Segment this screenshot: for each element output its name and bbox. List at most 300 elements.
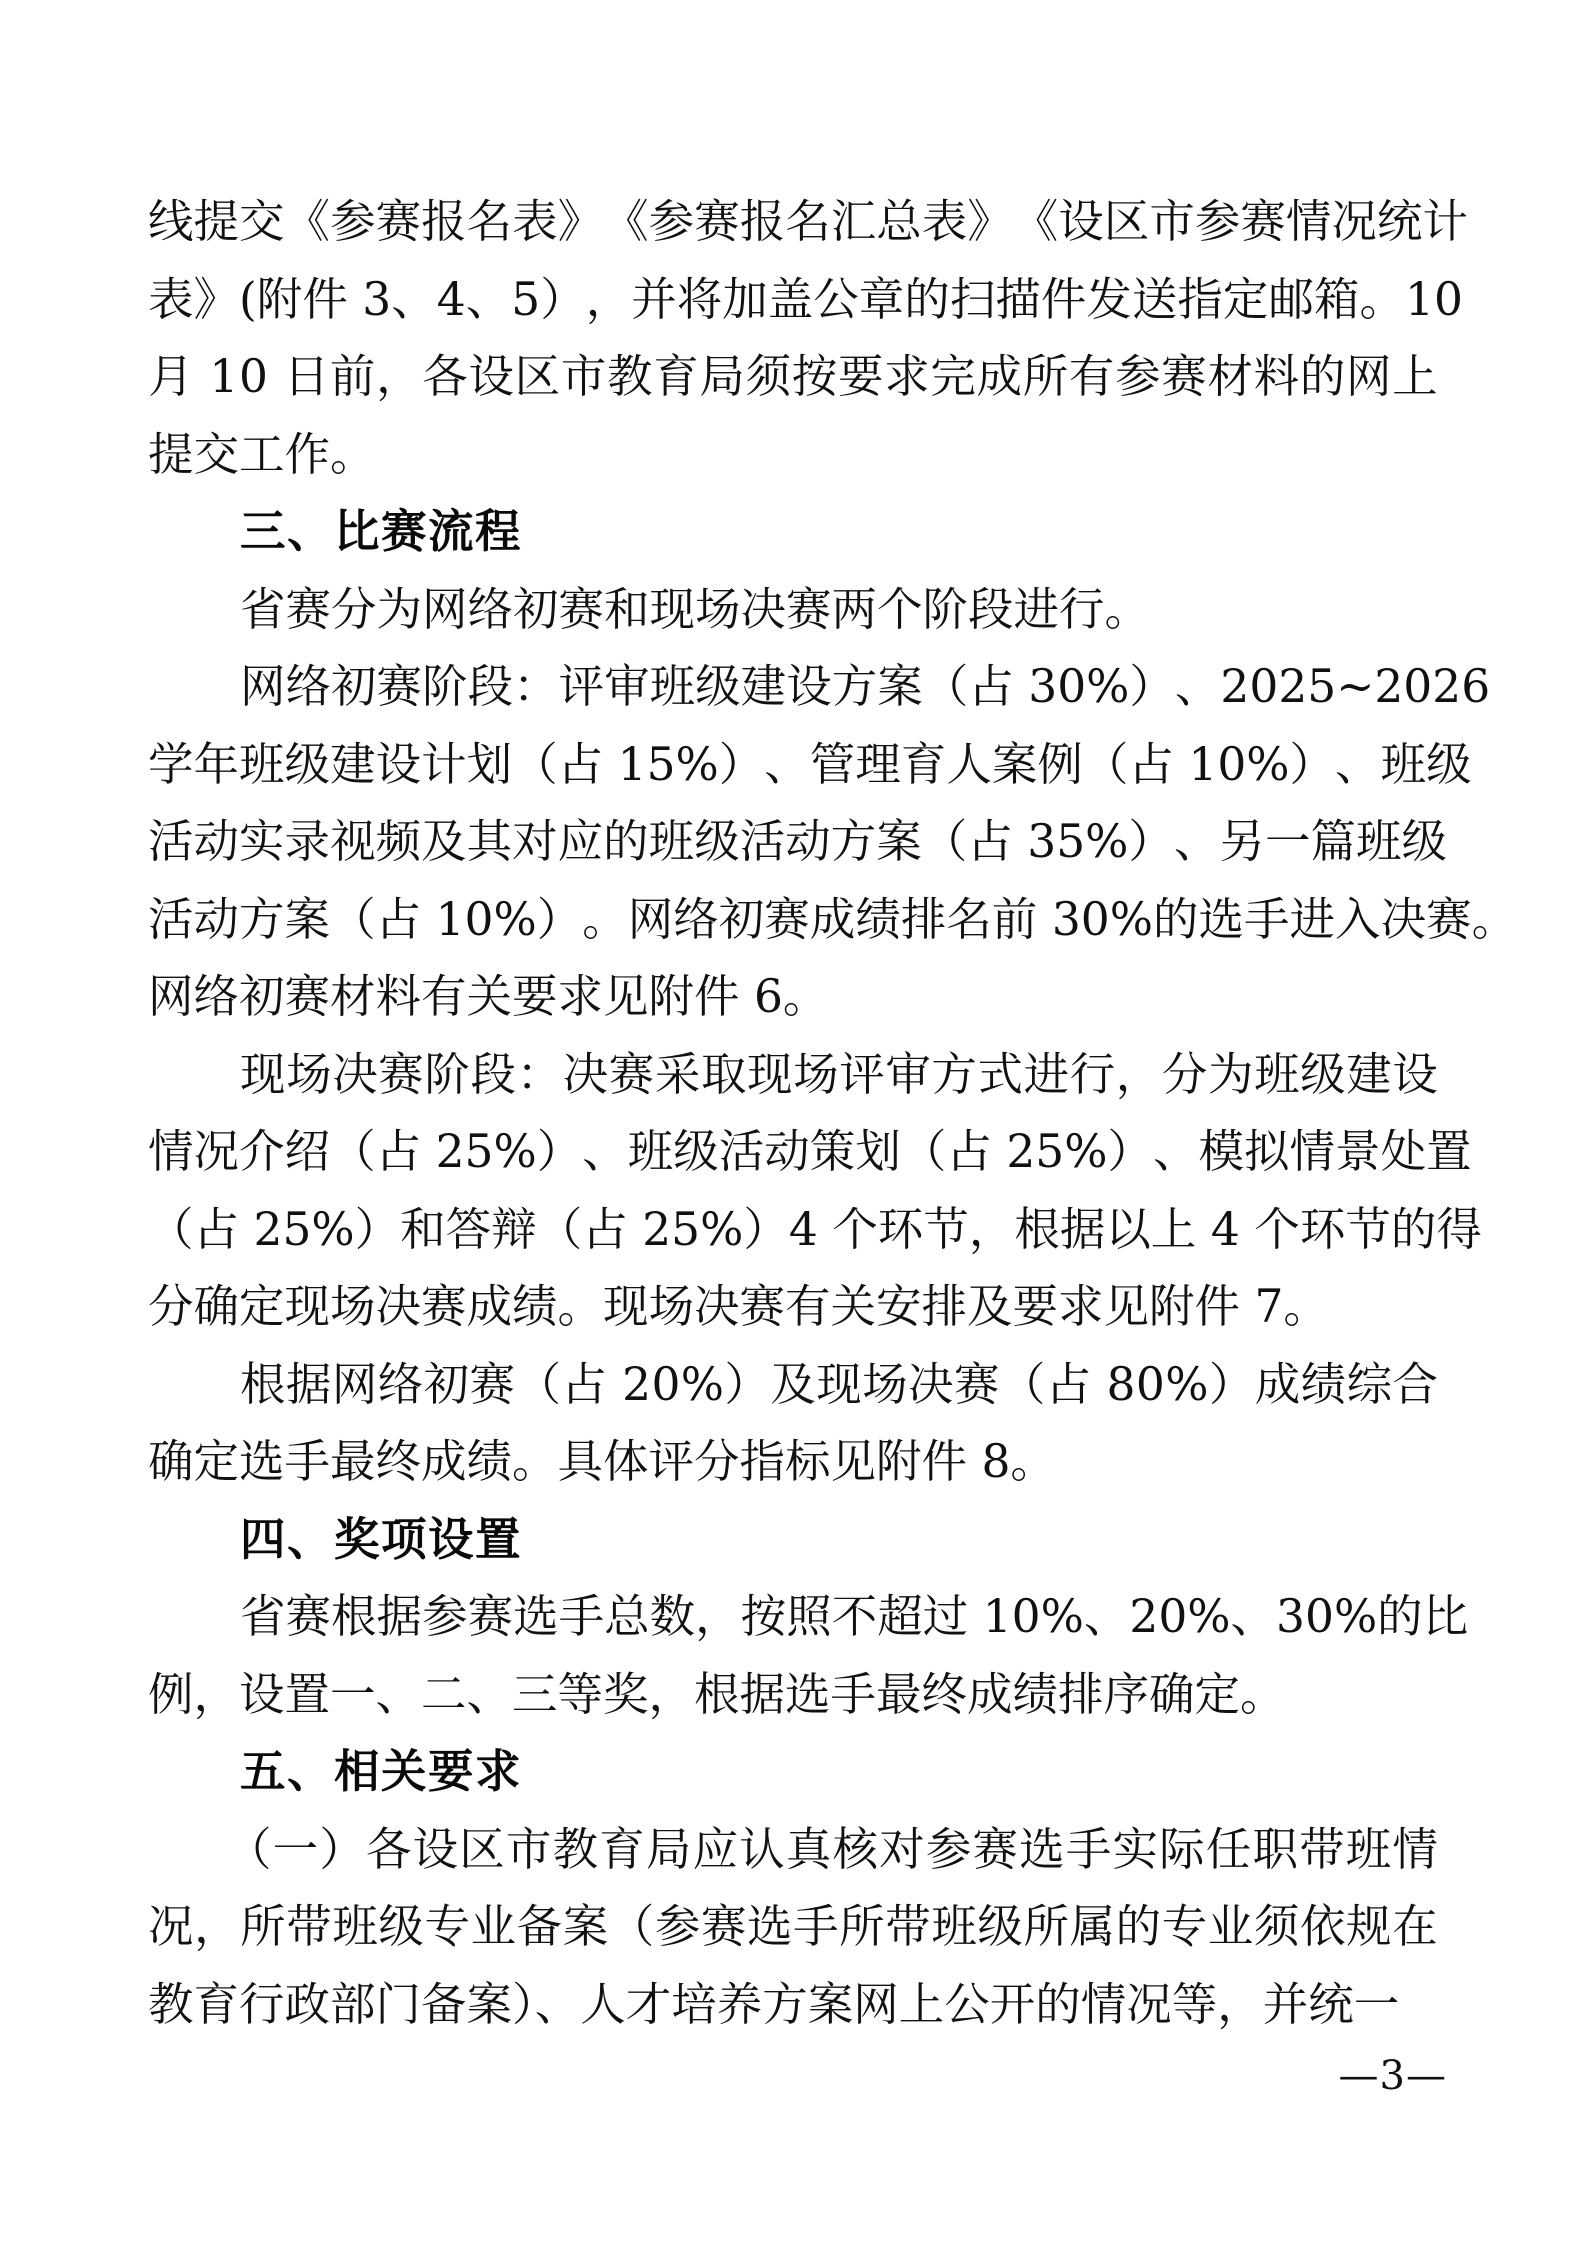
glyph: （ [226,1822,272,1876]
glyph: 选 [747,1900,793,1953]
glyph: 件 [1040,272,1087,326]
glyph: 答 [445,1202,492,1256]
glyph: 。 [582,892,628,946]
glyph [1014,648,1028,726]
glyph: 专 [424,1900,470,1953]
glyph: 初 [718,892,765,946]
glyph: 盖 [767,272,814,326]
glyph: 方 [830,815,877,868]
glyph: ， [1115,1047,1162,1101]
page-body [148,183,1518,2043]
glyph: 计 [421,737,467,791]
glyph: 《 [1012,195,1059,248]
glyph: 带 [286,1900,332,1953]
glyph: 5 [464,1125,494,1178]
glyph: 划 [466,737,513,791]
glyph: 、 [465,272,512,326]
glyph: 的 [1377,1590,1423,1643]
glyph: 0 [1433,272,1463,326]
glyph: 指 [1177,272,1223,326]
glyph: 以 [1105,1202,1151,1256]
glyph [269,338,283,416]
glyph: 并 [631,272,677,326]
glyph: 备 [516,1900,563,1953]
text-line [148,1346,1438,1424]
glyph: 另 [1219,815,1265,868]
glyph: 1 [1188,737,1218,791]
glyph: 采 [654,1047,701,1101]
glyph [239,1191,253,1269]
glyph: 合 [1392,1357,1438,1411]
glyph: 设 [1392,1047,1438,1101]
glyph [818,1191,832,1269]
glyph: 赛 [376,660,423,713]
glyph: 1 [1404,272,1434,326]
glyph: 。 [1359,272,1405,326]
glyph: 0 [1011,1590,1041,1643]
glyph: 须 [745,350,792,403]
glyph: 育 [599,1822,645,1876]
text-line [148,1811,1438,1889]
glyph: 的 [1390,1202,1437,1256]
glyph: 线 [148,195,194,248]
glyph: 计 [1422,195,1468,248]
glyph: 真 [785,1822,832,1876]
glyph: 报 [739,195,786,248]
glyph: 实 [239,815,285,868]
glyph: 带 [885,1900,931,1953]
glyph: ） [718,737,765,791]
paragraph-onsite-final [148,1036,1482,1346]
glyph: 班 [1345,1822,1392,1876]
glyph: （ [148,1202,194,1256]
glyph: 上 [1392,350,1438,403]
glyph: 送 [1131,272,1178,326]
glyph: 选 [1019,1822,1065,1876]
glyph: 设 [375,737,422,791]
glyph: 有 [1068,350,1115,403]
glyph: % [1085,815,1129,868]
glyph: 0 [464,892,494,946]
glyph: 不 [831,1590,878,1643]
text-line [148,726,1472,804]
glyph: 建 [330,737,376,791]
glyph: 、 [1173,815,1220,868]
glyph: 进 [1289,892,1336,946]
glyph: 市 [1149,195,1195,248]
glyph: 、 [1083,1590,1130,1643]
glyph: ， [585,272,632,326]
glyph [1174,726,1188,804]
glyph: 成 [809,892,856,946]
glyph: 一 [272,1822,319,1876]
glyph: 将 [676,272,723,326]
glyph: 0 [1217,737,1247,791]
glyph: 络 [377,1357,424,1411]
text-line: 教育行政部门备案）、人才培养方案网上公开的情况等，并统一 [148,1977,1400,2031]
glyph [628,1191,642,1269]
glyph: 班 [649,660,696,713]
glyph: 处 [1380,1125,1427,1178]
glyph: 0 [1135,1357,1165,1411]
glyph: 提 [193,195,240,248]
heading-five-related-requirements: 五、相关要求 [240,1745,523,1798]
glyph: 方 [831,660,878,713]
glyph: 情 [1285,195,1332,248]
glyph: 排 [900,892,947,946]
glyph: 级 [1300,1047,1346,1101]
glyph: 1 [982,1590,1012,1643]
glyph: 职 [1252,1822,1298,1876]
glyph: 况 [193,1125,240,1178]
glyph: 2 [1129,1590,1159,1643]
glyph: 参 [654,1900,701,1953]
glyph: 据 [376,1590,423,1643]
glyph: 市 [505,1822,552,1876]
glyph: 要 [837,350,884,403]
glyph: 成 [1254,1357,1301,1411]
glyph: 对 [512,815,558,868]
glyph: ） [319,1822,365,1876]
glyph: 2 [642,1202,672,1256]
paragraph-two-stages [148,571,1438,649]
glyph [348,261,362,339]
glyph: 模 [1198,1125,1245,1178]
glyph: 学 [148,737,194,791]
glyph: 建 [1346,1047,1392,1101]
text-line [148,1036,1438,1114]
glyph [194,338,208,416]
glyph: 加 [722,272,768,326]
glyph: 录 [284,815,331,868]
glyph: 情 [1289,1125,1336,1178]
glyph: 为 [1207,1047,1254,1101]
glyph: 建 [740,660,787,713]
glyph: 动 [785,815,831,868]
glyph: 数 [649,1590,696,1643]
glyph [1092,1346,1106,1424]
text-line [148,261,1463,339]
glyph: 0 [1249,660,1279,713]
glyph: 前 [991,892,1038,946]
glyph: ） [1107,1125,1153,1178]
glyph: 赛 [375,195,422,248]
glyph: 参 [422,1590,468,1643]
glyph: 环 [877,1202,924,1256]
text-line [148,1888,1438,1966]
glyph: 案 [562,1900,609,1953]
glyph: 决 [562,1047,609,1101]
glyph: 的 [1115,1900,1162,1953]
glyph: 场 [286,1047,332,1101]
glyph: 班 [1355,815,1402,868]
glyph [421,1113,435,1191]
glyph: 、 [582,1125,628,1178]
glyph: 方 [239,892,285,946]
glyph: 情 [1392,1822,1438,1876]
glyph: 0 [1158,1590,1188,1643]
glyph: 班 [627,1125,674,1178]
glyph: 占 [1045,1357,1092,1411]
glyph: 公 [813,272,859,326]
text-line: 提交工作。 [148,427,376,481]
glyph: 统 [1376,195,1423,248]
glyph: 级 [378,1900,424,1953]
glyph: % [1040,1590,1084,1643]
glyph: % [493,1125,537,1178]
glyph: 按 [791,350,838,403]
glyph [421,881,435,959]
glyph: ） [1129,660,1175,713]
glyph: 个 [1254,1202,1300,1256]
glyph: 占 [582,1202,628,1256]
text-line: 分确定现场决赛成绩。现场决赛有关安排及要求见附件 7。 [148,1280,1329,1333]
glyph: 策 [809,1125,856,1178]
glyph: 及 [421,815,467,868]
glyph: 比 [1422,1590,1469,1643]
glyph: 3 [1051,892,1081,946]
glyph: 按 [740,1590,787,1643]
glyph: 交 [239,195,285,248]
text-line [148,338,1438,416]
glyph: 个 [832,1202,878,1256]
glyph: 3 [1027,815,1057,868]
text-line: 省赛分为网络初赛和现场决赛两个阶段进行。 [240,582,1151,636]
glyph: 设 [786,660,832,713]
glyph: 汇 [830,195,877,248]
glyph: 1 [209,350,239,403]
glyph: 《 [603,195,649,248]
glyph: 表 [921,195,968,248]
glyph: 带 [1299,1822,1345,1876]
glyph: 照 [786,1590,832,1643]
glyph [607,1346,621,1424]
glyph: ， [695,1590,741,1643]
glyph: 审 [885,1047,931,1101]
glyph: 应 [557,815,604,868]
glyph: 设 [1058,195,1104,248]
glyph: % [1086,660,1130,713]
glyph: （ [536,1202,583,1256]
glyph: % [700,1202,744,1256]
glyph: 班 [332,1900,378,1953]
glyph: 情 [148,1125,194,1178]
glyph: 日 [283,350,330,403]
glyph: 参 [1115,350,1161,403]
text-line: 确定选手最终成绩。具体评分指标见附件 8。 [148,1435,1056,1488]
glyph: ） [536,1125,583,1178]
glyph: 绍 [284,1125,331,1178]
glyph: 2 [1006,1125,1036,1178]
text-line [148,648,1491,726]
paragraph-requirement-item-one [148,1811,1438,2044]
text-line [148,803,1448,881]
glyph: 3 [362,272,392,326]
glyph: 参 [330,195,376,248]
glyph: 阶 [422,660,468,713]
glyph: 得 [1436,1202,1482,1256]
glyph: 选 [513,1590,559,1643]
glyph: 4 [788,1202,818,1256]
glyph: 初 [423,1357,470,1411]
heading-three-competition-process: 三、比赛流程 [240,505,523,558]
glyph: 手 [1065,1822,1112,1876]
glyph: 0 [651,1357,681,1411]
glyph: 赛 [1161,350,1207,403]
glyph: 局 [699,350,745,403]
glyph: 根 [240,1357,286,1411]
glyph: 赛 [1426,892,1472,946]
glyph: 6 [1461,660,1491,713]
glyph: 2 [1374,660,1404,713]
glyph: 各 [422,350,468,403]
glyph: 须 [1253,1900,1300,1953]
glyph: 手 [793,1900,839,1953]
glyph: 区 [459,1822,505,1876]
glyph: 核 [832,1822,879,1876]
glyph: 5 [1035,1125,1065,1178]
glyph: 参 [648,195,695,248]
glyph: % [1165,1357,1209,1411]
glyph: 节 [1345,1202,1391,1256]
glyph: 场 [862,1357,908,1411]
glyph: 月 [148,350,194,403]
glyph: 0 [1057,660,1087,713]
glyph: 赛 [467,1590,514,1643]
glyph: 》 [557,195,604,248]
glyph: 环 [1299,1202,1346,1256]
glyph: ） [743,1202,789,1256]
glyph: 赛 [764,892,810,946]
heading-four-award-setup: 四、奖项设置 [240,1512,523,1566]
glyph: 现 [747,1047,793,1101]
glyph: 3 [1276,1590,1305,1643]
glyph: 根 [1014,1202,1060,1256]
glyph: 动 [193,892,240,946]
glyph: 拟 [1244,1125,1290,1178]
glyph: 5 [1307,660,1337,713]
glyph: 件 [302,272,348,326]
glyph: 超 [877,1590,923,1643]
glyph [603,726,617,804]
glyph: 级 [1426,737,1472,791]
glyph: 总 [604,1590,650,1643]
glyph: 》 [967,195,1013,248]
glyph: 案 [284,892,331,946]
glyph: （ [1082,737,1129,791]
glyph: 规 [1346,1900,1392,1953]
glyph: 活 [739,815,786,868]
glyph: 市 [560,350,607,403]
glyph: 教 [607,350,653,403]
glyph: 级 [673,1125,719,1178]
glyph: 况 [148,1900,194,1953]
glyph: 属 [1069,1900,1116,1953]
glyph: 段 [470,1047,516,1101]
glyph: 入 [1335,892,1381,946]
glyph: 划 [855,1125,901,1178]
glyph: 报 [421,195,467,248]
glyph: 节 [923,1202,969,1256]
text-line [148,1113,1472,1191]
glyph: 教 [552,1822,599,1876]
glyph: （ [900,1125,947,1178]
glyph: （ [512,737,558,791]
glyph: （ [921,815,968,868]
glyph: 所 [1022,350,1069,403]
glyph: 描 [995,272,1041,326]
glyph: ， [376,350,422,403]
glyph: 案 [876,815,922,868]
glyph: 求 [884,350,930,403]
glyph: 0 [1080,892,1110,946]
glyph: 5 [511,272,541,326]
glyph: 5 [671,1202,701,1256]
glyph: 设 [412,1822,459,1876]
glyph: 班 [648,815,695,868]
glyph: 占 [557,737,604,791]
glyph: % [1064,1125,1108,1178]
glyph: ~ [1336,660,1375,713]
glyph: 箱 [1313,272,1360,326]
glyph: 成 [976,350,1023,403]
glyph: 及 [770,1357,816,1411]
paragraph-online-preliminary [148,648,1518,1036]
glyph: 级 [977,1900,1023,1953]
glyph [1196,1191,1210,1269]
glyph: 》 [193,272,240,326]
glyph: 赛 [953,1357,1000,1411]
glyph: 网 [1346,350,1392,403]
glyph: 所 [839,1900,885,1953]
glyph: 绩 [855,892,901,946]
glyph: 决 [1380,892,1427,946]
glyph: 在 [1392,1900,1438,1953]
glyph: 初 [331,660,377,713]
glyph: 阶 [424,1047,470,1101]
glyph: 0 [238,350,268,403]
glyph: 、 [1230,1590,1277,1643]
glyph: 案 [991,737,1038,791]
glyph: % [675,737,719,791]
text-line [148,183,1468,261]
glyph: 参 [925,1822,972,1876]
glyph: （ [515,1357,561,1411]
glyph: % [1187,1590,1231,1643]
glyph: 料 [1253,350,1300,403]
glyph: 其 [466,815,513,868]
glyph: 况 [1331,195,1377,248]
glyph: % [493,892,537,946]
glyph: 1 [617,737,647,791]
glyph: 网 [240,660,286,713]
glyph: 、 [1174,660,1221,713]
glyph: % [311,1202,355,1256]
glyph: % [1246,737,1290,791]
glyph: 辩 [491,1202,537,1256]
glyph: （ [608,1900,655,1953]
glyph: % [680,1357,725,1411]
glyph: 完 [930,350,976,403]
glyph: 认 [739,1822,785,1876]
glyph: 对 [879,1822,925,1876]
glyph: 赛 [469,1357,516,1411]
text-line: 例，设置一、二、三等奖，根据选手最终成绩排序确定。 [148,1667,1286,1721]
glyph: ： [516,1047,563,1101]
glyph: 0 [1304,1590,1334,1643]
glyph: 邮 [1268,272,1314,326]
glyph: 3 [1028,660,1058,713]
